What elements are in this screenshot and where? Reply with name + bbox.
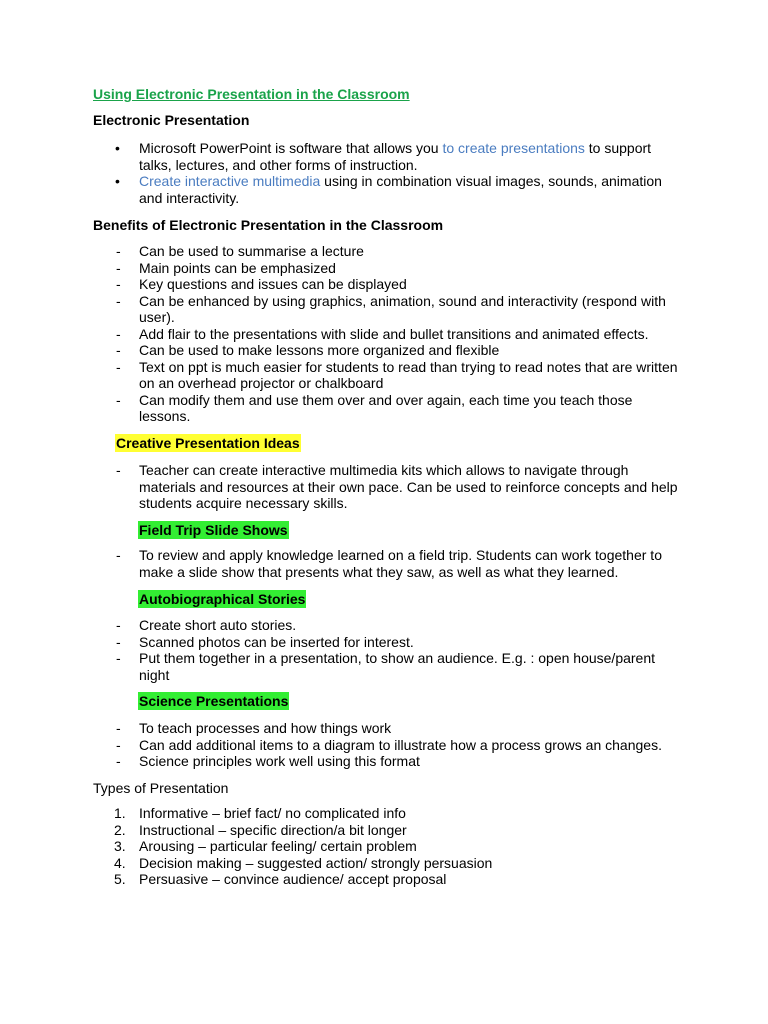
heading-electronic-presentation: Electronic Presentation [93,112,250,128]
list-text: Instructional – specific direction/a bit longer [139,821,407,838]
types-list [0,805,768,888]
list-item: - To review and apply knowledge learned on a field trip. Students can work together to make a slide show that presents what they saw, as well as what they learned. [0,547,679,580]
list-text: Informative – brief fact/ no complicated info [139,805,406,821]
list-item: - Can add additional items to a diagram to illustrate how a process grows an changes. [0,737,679,754]
list-item: - Create short auto stories. [0,617,679,634]
list-number: 5. [114,871,126,887]
list-item [0,855,679,872]
list-item: - Can be enhanced by using graphics, animation, sound and interactivity (respond with user). [0,293,679,326]
heading-creative-ideas: Creative Presentation Ideas [116,435,300,451]
autobiographical-list [0,617,768,683]
list-item: - Main points can be emphasized [0,260,679,277]
list-number: 4. [114,854,126,871]
heading-field-trip: Field Trip Slide Shows [139,522,288,538]
list-text: Arousing – particular feeling/ certain problem [139,838,417,854]
list-item: - Scanned photos can be inserted for interest. [0,634,679,651]
heading-benefits: Benefits of Electronic Presentation in the Classroom [93,217,444,233]
list-item [0,805,679,822]
bullet1-text-post: to support talks, lectures, and other forms of instruction. [139,140,652,173]
heading-science: Science Presentations [139,693,289,709]
list-number: 2. [114,821,126,838]
electronic-presentation-list [0,140,768,206]
list-item: - Can be used to make lessons more organized and flexible [0,342,679,359]
heading-types: Types of Presentation [93,780,229,796]
list-item [0,822,679,839]
list-text: Persuasive – convince audience/ accept proposal [139,871,447,887]
create-multimedia-link[interactable]: Create interactive multimedia [139,173,321,189]
list-item: - Science principles work well using this format [0,753,679,770]
list-item [0,173,679,206]
list-text: Decision making – suggested action/ strongly persuasion [139,854,493,871]
list-item [0,140,679,173]
list-item: - Can modify them and use them over and over again, each time you teach those lessons. [0,392,679,425]
bullet1-text-pre: Microsoft PowerPoint is software that allows you [139,140,443,156]
list-item: - Key questions and issues can be displayed [0,276,679,293]
list-item: - Put them together in a presentation, to show an audience. E.g. : open house/parent night [0,650,679,683]
list-number: 3. [114,838,126,854]
document-title: Using Electronic Presentation in the Classroom [93,86,410,102]
science-list [0,720,768,770]
field-trip-list [0,547,768,580]
list-number: 1. [114,805,126,821]
list-item: - Add flair to the presentations with slide and bullet transitions and animated effects. [0,326,679,343]
list-item: - To teach processes and how things work [0,720,679,737]
create-presentations-link[interactable]: to create presentations [442,140,585,156]
list-item [0,871,679,888]
list-item: - Teacher can create interactive multimedia kits which allows to navigate through materials and resources at their own pace. Can be used to reinforce concepts and help students acquire necessary skills. [0,462,679,512]
list-item [0,838,679,855]
list-item: - Can be used to summarise a lecture [0,243,679,260]
creative-list [0,462,768,512]
benefits-list [0,243,768,425]
bullet2-text-post: using in combination visual images, sounds, animation and interactivity. [139,173,662,206]
heading-autobiographical: Autobiographical Stories [139,591,306,607]
list-item: - Text on ppt is much easier for students to read than trying to read notes that are written on an overhead projector or chalkboard [0,359,679,392]
